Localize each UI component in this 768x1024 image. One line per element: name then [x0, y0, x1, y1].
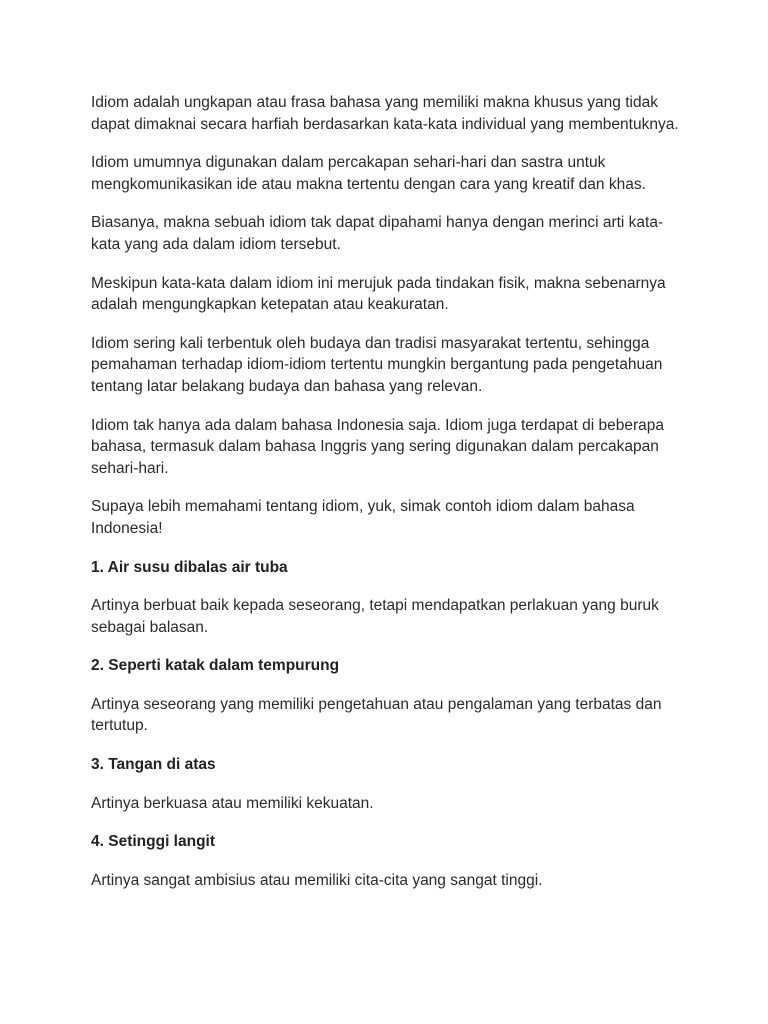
intro-paragraph-7: Supaya lebih memahami tentang idiom, yuk, simak contoh idiom dalam bahasa Indonesia! [91, 498, 635, 537]
idiom-heading-1: 1. Air susu dibalas air tuba [91, 558, 288, 576]
idiom-meaning-2: Artinya seseorang yang memiliki pengetahuan atau pengalaman yang terbatas dan tertutup. [91, 695, 662, 735]
idiom-heading-2: 2. Seperti katak dalam tempurung [91, 657, 340, 675]
idiom-heading-3: 3. Tangan di atas [91, 756, 216, 774]
idiom-meaning-1: Artinya berbuat baik kepada seseorang, tetapi mendapatkan perlakuan yang buruk sebagai balasan. [91, 597, 659, 636]
intro-paragraph-6: Idiom tak hanya ada dalam bahasa Indonesia saja. Idiom juga terdapat di beberapa bahasa, termasuk dalam bahasa Inggris yang sering digunakan dalam percakapan sehari-hari. [91, 416, 665, 477]
intro-paragraph-5: Idiom sering kali terbentuk oleh budaya dan tradisi masyarakat tertentu, sehingga pemahaman terhadap idiom-idiom tertentu mungkin bergantung pada pengetahuan tentang latar belakang budaya dan bahasa yang relevan. [91, 334, 663, 395]
idiom-heading-4: 4. Setinggi langit [91, 833, 216, 851]
intro-paragraph-1: Idiom adalah ungkapan atau frasa bahasa yang memiliki makna khusus yang tidak dapat dimaknai secara harfiah berdasarkan kata-kata individual yang membentuknya. [91, 94, 679, 133]
intro-paragraph-2: Idiom umumnya digunakan dalam percakapan sehari-hari dan sastra untuk mengkomunikasikan ide atau makna tertentu dengan cara yang kreatif dan khas. [91, 154, 646, 193]
intro-paragraph-3: Biasanya, makna sebuah idiom tak dapat dipahami hanya dengan merinci arti kata-kata yang ada dalam idiom tersebut. [91, 214, 664, 253]
idiom-meaning-4: Artinya sangat ambisius atau memiliki cita-cita yang sangat tinggi. [91, 871, 543, 889]
idiom-meaning-3: Artinya berkuasa atau memiliki kekuatan. [91, 794, 374, 812]
intro-paragraph-4: Meskipun kata-kata dalam idiom ini merujuk pada tindakan fisik, makna sebenarnya adalah mengungkapkan ketepatan atau keakuratan. [91, 274, 666, 314]
document-body [91, 92, 691, 908]
